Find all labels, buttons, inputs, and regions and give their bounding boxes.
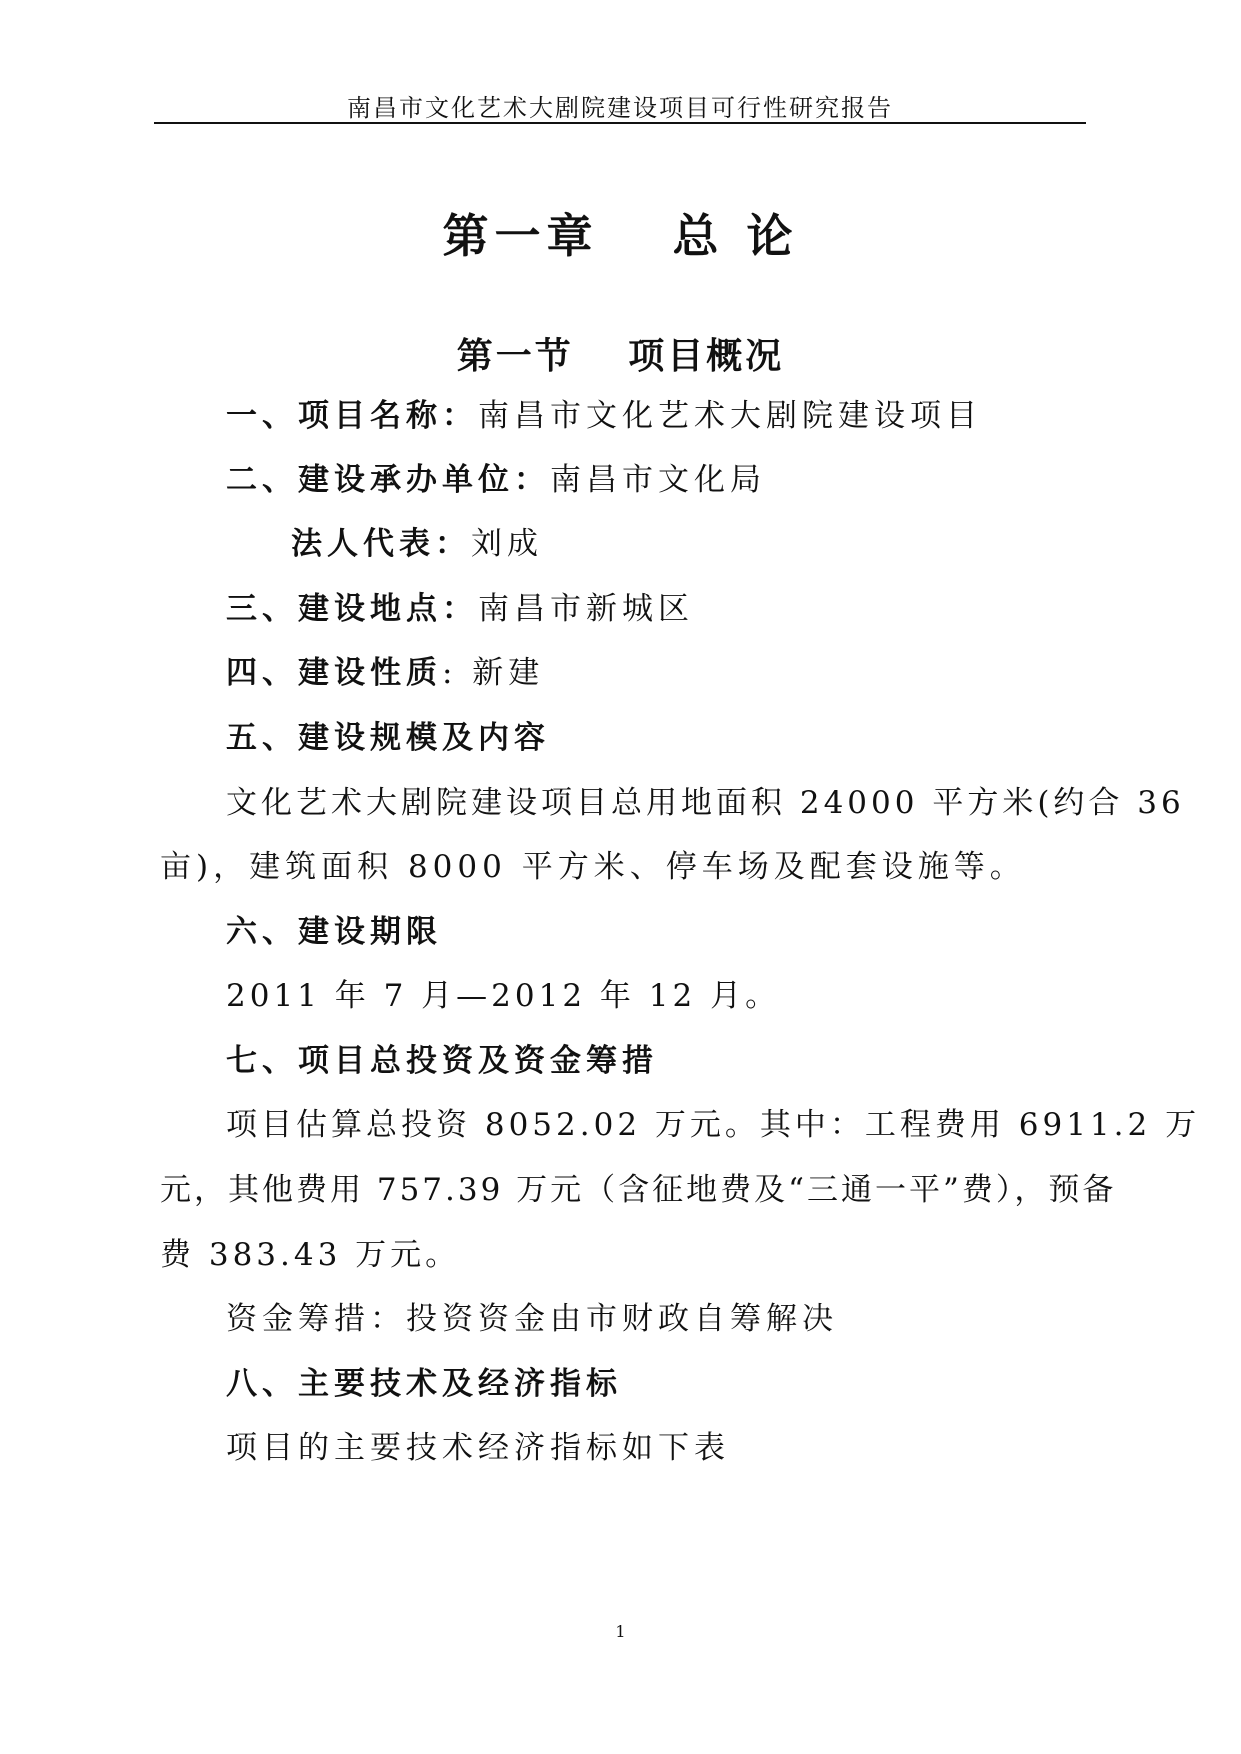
project-name-value: 南昌市文化艺术大剧院建设项目 [478, 398, 982, 434]
nature-value: : 新建 [442, 655, 545, 691]
organizer-line [226, 460, 766, 500]
legal-rep-line [291, 524, 543, 564]
funding-text: 资金筹措：投资资金由市财政自筹解决 [226, 1301, 838, 1337]
indicators-text: 项目的主要技术经济指标如下表 [226, 1430, 730, 1466]
investment-text-line2: 元，其他费用 757.39 万元（含征地费及“三通一平”费），预备 [160, 1172, 1117, 1208]
page-number: 1 [615, 1622, 626, 1641]
organizer-value: 南昌市文化局 [550, 462, 766, 498]
investment-text-line3: 费 383.43 万元。 [160, 1237, 461, 1273]
location-value: 南昌市新城区 [478, 591, 694, 627]
organizer-label: 二、建设承办单位： [226, 462, 550, 498]
location-line [226, 589, 694, 629]
running-header: 南昌市文化艺术大剧院建设项目可行性研究报告 [347, 94, 893, 122]
indicators-heading: 八、主要技术及经济指标 [226, 1366, 622, 1402]
legal-rep-value: 刘成 [471, 526, 543, 562]
nature-label: 四、建设性质 [226, 655, 442, 691]
scale-text-line1: 文化艺术大剧院建设项目总用地面积 24000 平方米(约合 36 [226, 785, 1185, 821]
project-name-label: 一、项目名称： [226, 398, 478, 434]
investment-heading: 七、项目总投资及资金筹措 [226, 1043, 658, 1079]
period-heading: 六、建设期限 [226, 914, 442, 950]
investment-text-line1: 项目估算总投资 8052.02 万元。其中：工程费用 6911.2 万 [226, 1107, 1201, 1143]
nature-line [226, 653, 544, 693]
location-label: 三、建设地点： [226, 591, 478, 627]
header-rule [154, 122, 1086, 124]
chapter-title: 第一章 总 论 [442, 209, 799, 263]
scale-heading: 五、建设规模及内容 [226, 720, 550, 756]
scale-text-line2: 亩)，建筑面积 8000 平方米、停车场及配套设施等。 [160, 849, 1026, 885]
legal-rep-label: 法人代表： [291, 526, 471, 562]
project-name-line [226, 396, 982, 436]
section-title: 第一节 项目概况 [456, 336, 785, 377]
period-text: 2011 年 7 月—2012 年 12 月。 [226, 978, 781, 1014]
